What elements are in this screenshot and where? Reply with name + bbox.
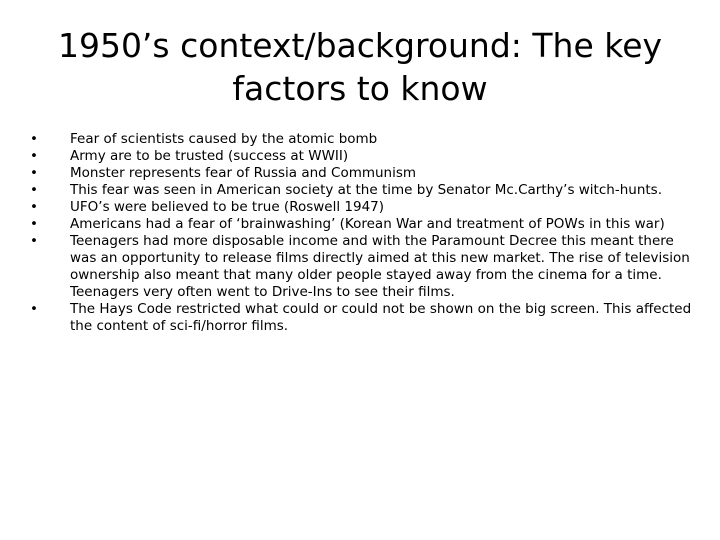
bullet-text: UFO’s were believed to be true (Roswell 1947) [70,199,385,215]
bullet-dot-icon: • [30,131,38,147]
bullet-dot-icon: • [30,148,38,164]
bullet-dot-icon: • [30,199,38,215]
bullet-text: Army are to be trusted (success at WWII) [70,148,349,164]
bullet-item [28,216,692,233]
bullet-item [28,301,692,335]
bullet-text: This fear was seen in American society at the time by Senator Mc.Carthy’s witch-hunts. [70,182,662,198]
bullet-dot-icon: • [30,182,38,198]
bullet-dot-icon: • [30,301,38,317]
bullet-item [28,233,692,301]
bullet-text: The Hays Code restricted what could or could not be shown on the big screen. This affected the content of sci-fi/horror films. [70,301,692,334]
bullet-text: Monster represents fear of Russia and Communism [70,165,417,181]
bullet-text: Fear of scientists caused by the atomic bomb [70,131,378,147]
bullet-text: Teenagers had more disposable income and with the Paramount Decree this meant there was an opportunity to release films directly aimed at this new market. The rise of television ownership also meant that many older people stayed away from the cinema for a time. Teenagers very often went to Drive-Ins to see their films. [70,233,690,300]
bullet-item [28,131,692,148]
bullet-dot-icon: • [30,216,38,232]
slide-title: 1950’s context/background: The key factors to know [57,26,663,108]
bullet-item [28,199,692,216]
bullet-item [28,182,692,199]
bullet-dot-icon: • [30,233,38,249]
bullet-item [28,148,692,165]
bullet-dot-icon: • [30,165,38,181]
bullet-item [28,165,692,182]
bullet-text: Americans had a fear of ‘brainwashing’ (Korean War and treatment of POWs in this war) [70,216,665,232]
bullet-list [28,131,692,335]
